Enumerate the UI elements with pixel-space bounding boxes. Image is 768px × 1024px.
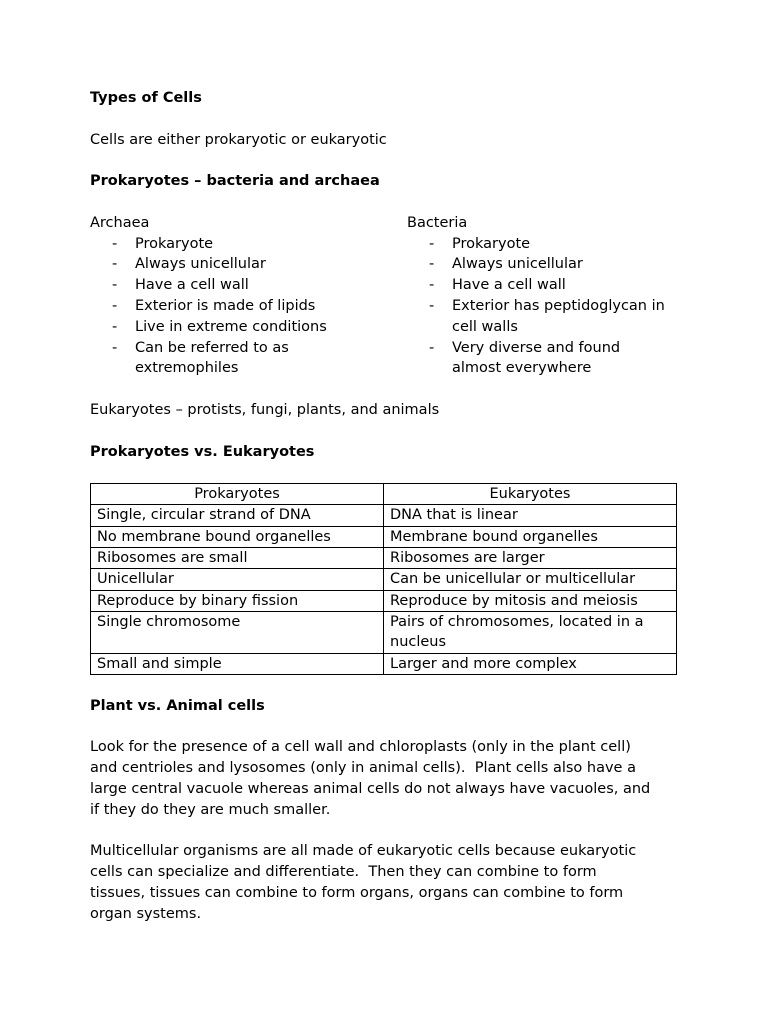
eukaryotes-text: Eukaryotes – protists, fungi, plants, and animals — [90, 401, 440, 418]
bacteria-list — [407, 234, 678, 380]
list-item: - Prokaryote — [407, 234, 678, 255]
dash-bullet: - — [429, 277, 435, 294]
dash-bullet: - — [112, 318, 118, 335]
table-cell: Can be unicellular or multicellular — [384, 569, 677, 590]
list-item: - Prokaryote — [90, 234, 407, 255]
prokaryotes-heading: Prokaryotes – bacteria and archaea — [90, 173, 380, 190]
table-cell: Ribosomes are small — [91, 548, 384, 569]
paragraph-line: Multicellular organisms are all made of eukaryotic cells because eukaryotic — [90, 843, 637, 860]
list-item: - Have a cell wall — [90, 275, 407, 296]
list-item: - Can be referred to as extremophiles — [112, 339, 289, 377]
list-item: - Always unicellular — [407, 254, 678, 275]
paragraph-line: if they do they are much smaller. — [90, 801, 331, 818]
list-item: - Exterior has peptidoglycan in cell walls — [429, 297, 665, 335]
list-item: - Exterior is made of lipids — [90, 296, 407, 317]
paragraph-line: Look for the presence of a cell wall and chloroplasts (only in the plant cell) — [90, 739, 631, 756]
table-row — [91, 653, 677, 674]
paragraph-line: and centrioles and lysosomes (only in animal cells). Plant cells also have a — [90, 760, 636, 776]
table-cell: DNA that is linear — [384, 505, 677, 526]
dash-bullet: - — [112, 235, 118, 252]
list-item: - Very diverse and found almost everywhere — [429, 339, 621, 377]
paragraph-line: tissues, tissues can combine to form organs, organs can combine to form — [90, 884, 624, 901]
paragraph-cell-structures — [90, 737, 678, 820]
table-cell: Reproduce by mitosis and meiosis — [384, 590, 677, 611]
paragraph-multicellular — [90, 841, 678, 924]
document-title: Types of Cells — [90, 90, 202, 106]
table-row — [91, 569, 677, 590]
bacteria-heading: Bacteria — [407, 214, 468, 231]
table-cell: Reproduce by binary fission — [91, 590, 384, 611]
dash-bullet: - — [112, 297, 118, 314]
table-row — [91, 526, 677, 547]
paragraph-line: organ systems. — [90, 905, 202, 922]
archaea-list — [90, 234, 407, 380]
dash-bullet: - — [112, 339, 118, 356]
table-row — [91, 611, 677, 653]
plant-animal-heading: Plant vs. Animal cells — [90, 697, 265, 714]
comparison-table — [90, 483, 677, 675]
table-cell: Larger and more complex — [384, 653, 677, 674]
table-cell: No membrane bound organelles — [91, 526, 384, 547]
table-row — [91, 548, 677, 569]
table-row — [91, 590, 677, 611]
table-cell: Pairs of chromosomes, located in a nucleus — [384, 611, 677, 653]
comparison-heading: Prokaryotes vs. Eukaryotes — [90, 443, 315, 460]
list-item: - Live in extreme conditions — [90, 317, 407, 338]
dash-bullet: - — [429, 339, 435, 356]
archaea-column — [90, 213, 407, 379]
table-cell: Small and simple — [91, 653, 384, 674]
archaea-heading: Archaea — [90, 214, 150, 231]
table-header-row — [91, 484, 677, 505]
intro-text: Cells are either prokaryotic or eukaryotic — [90, 131, 387, 148]
bacteria-column — [407, 213, 678, 379]
table-row — [91, 505, 677, 526]
list-item: - Have a cell wall — [407, 275, 678, 296]
dash-bullet: - — [112, 256, 118, 273]
table-cell: Membrane bound organelles — [384, 526, 677, 547]
document-page — [90, 88, 678, 924]
dash-bullet: - — [429, 256, 435, 273]
table-header-prokaryotes: Prokaryotes — [91, 484, 384, 505]
table-cell: Single chromosome — [91, 611, 384, 653]
table-header-eukaryotes: Eukaryotes — [384, 484, 677, 505]
table-cell: Single, circular strand of DNA — [91, 505, 384, 526]
paragraph-line: large central vacuole whereas animal cells do not always have vacuoles, and — [90, 780, 651, 797]
paragraph-line: cells can specialize and differentiate. Then they can combine to form — [90, 863, 597, 880]
dash-bullet: - — [429, 297, 435, 314]
list-item: - Always unicellular — [90, 254, 407, 275]
dash-bullet: - — [112, 277, 118, 294]
dash-bullet: - — [429, 235, 435, 252]
archaea-bacteria-columns — [90, 213, 678, 379]
table-cell: Ribosomes are larger — [384, 548, 677, 569]
table-cell: Unicellular — [91, 569, 384, 590]
